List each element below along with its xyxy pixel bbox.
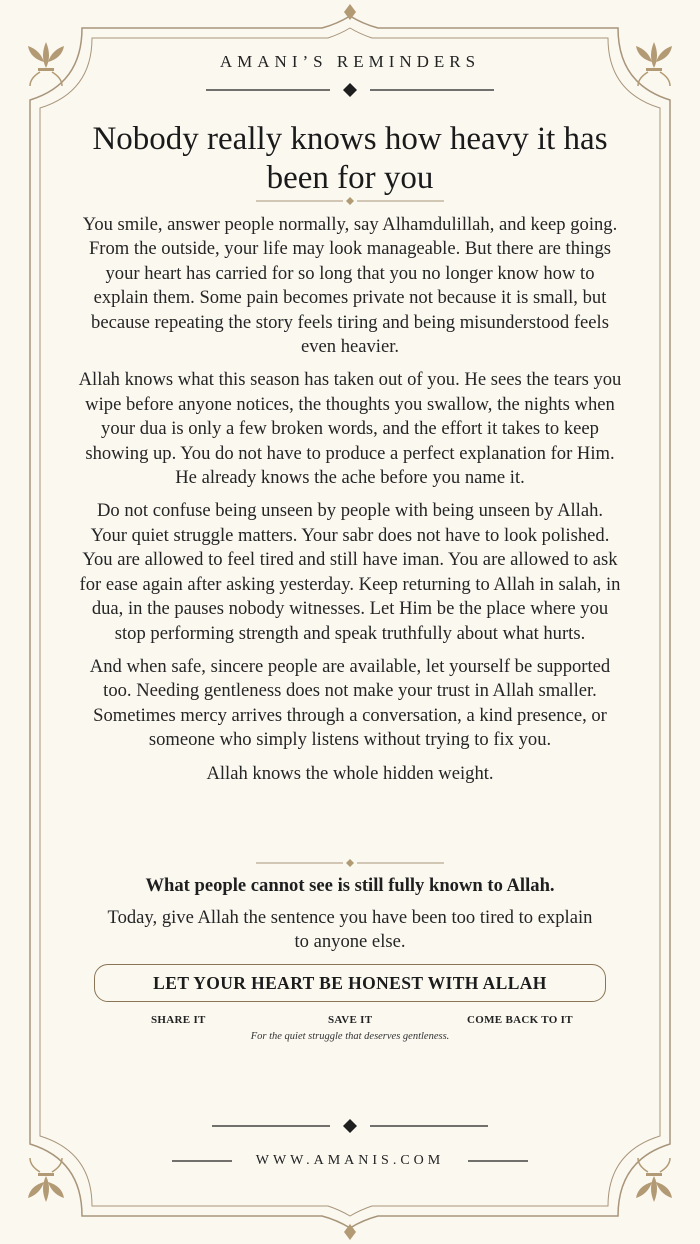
body-text — [78, 213, 622, 795]
brand-name: AMANI’S REMINDERS — [219, 52, 481, 71]
paragraph: And when safe, sincere people are available, let yourself be supported too. Needing gentleness does not make your trust in Allah smaller. Sometimes mercy arrives through a conversation, a kind presence, or someone who simply listens without trying to fix you. — [89, 655, 611, 751]
footer-diamond-icon — [343, 1119, 357, 1133]
come-back-button[interactable]: COME BACK TO IT — [467, 1014, 573, 1026]
paragraph: You smile, answer people normally, say Alhamdulillah, and keep going. From the outside, your life may look manageable. But there are things your heart has carried for so long that you no longer know how to explain them. Some pain becomes private not because it is small, but because repeating the story feels tiring and being misunderstood feels even heavier. — [82, 214, 618, 358]
highlight-diamond-icon — [346, 859, 354, 867]
share-button[interactable]: SHARE IT — [151, 1014, 206, 1026]
footer-divider — [212, 1119, 488, 1133]
tagline: For the quiet struggle that deserves gentleness. — [250, 1031, 450, 1042]
save-button[interactable]: SAVE IT — [328, 1014, 373, 1026]
header-diamond-icon — [343, 83, 357, 97]
paragraph: Do not confuse being unseen by people with being unseen by Allah. Your quiet struggle matters. Your sabr does not have to look polished. You are allowed to feel tired and still have iman. You are allowed to ask for ease again after asking yesterday. Keep returning to Allah in salah, in dua, in the pauses nobody witnesses. Let Him be the place where you stop performing strength and speak truthfully about what hurts. — [79, 500, 621, 644]
paragraph: Allah knows what this season has taken out of you. He sees the tears you wipe before anyone notices, the thoughts you swallow, the nights when your dua is only a few broken words, and the effort it takes to keep showing up. You do not have to produce a perfect explanation for Him. He already knows the ache before you name it. — [78, 369, 622, 489]
highlight-text: What people cannot see is still fully known to Allah. — [145, 875, 555, 896]
title-diamond-icon — [346, 197, 354, 205]
cta-button[interactable]: LET YOUR HEART BE HONEST WITH ALLAH — [94, 964, 606, 1002]
page-title: Nobody really knows how heavy it has been for you — [92, 121, 608, 196]
highlight-divider — [256, 859, 444, 867]
reflection-prompt: Today, give Allah the sentence you have been too tired to explain to anyone else. — [107, 907, 593, 953]
title-divider — [256, 197, 444, 205]
website-link[interactable]: WWW.AMANIS.COM — [255, 1153, 445, 1168]
header-divider — [206, 83, 494, 97]
paragraph: Allah knows the whole hidden weight. — [206, 762, 494, 784]
